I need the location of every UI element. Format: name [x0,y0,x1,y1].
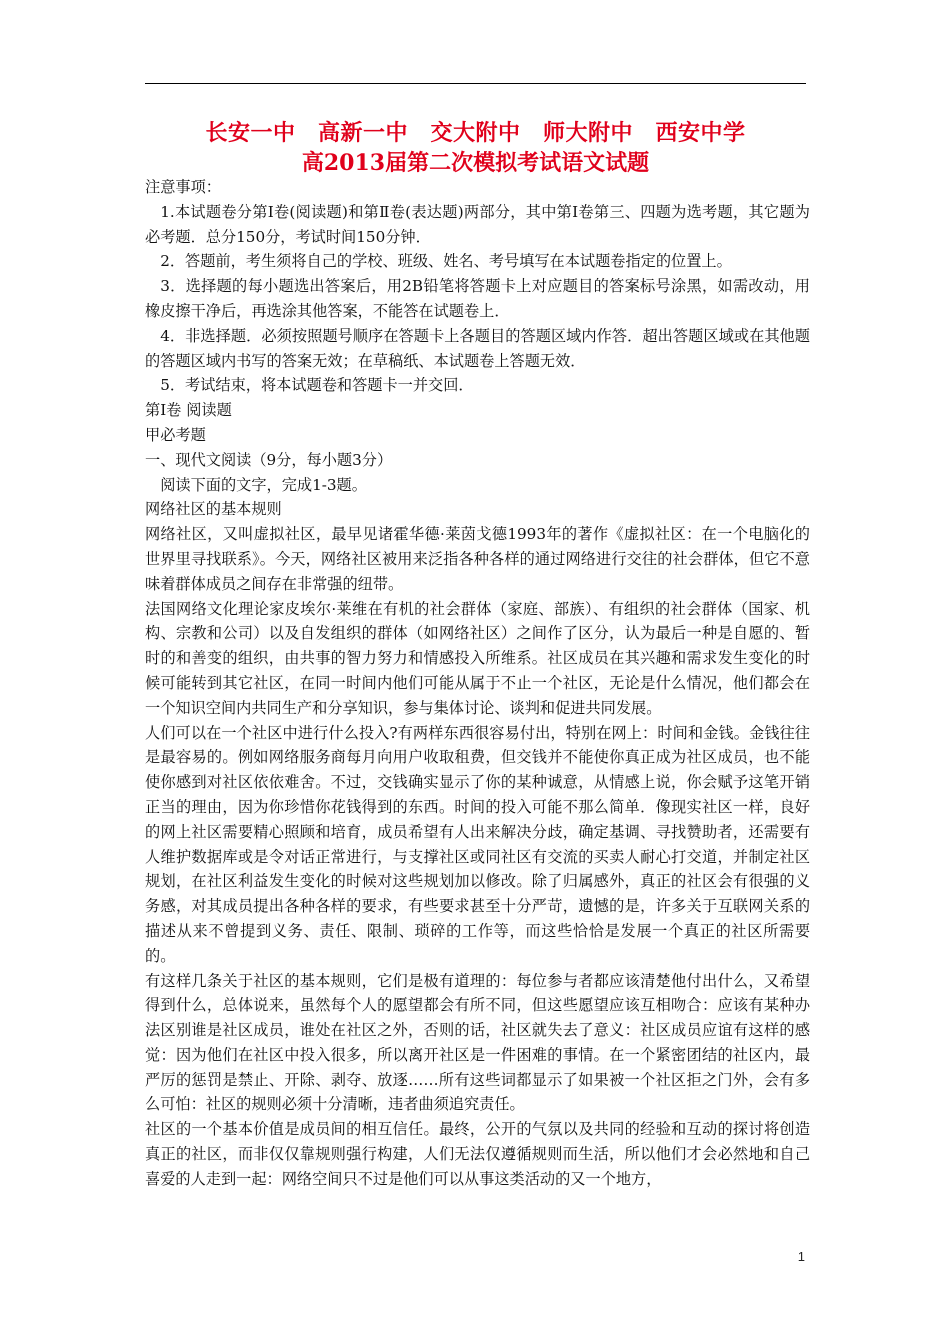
school-names: 长安一中 高新一中 交大附中 师大附中 西安中学 [205,120,746,146]
section-heading: 甲必考题 [145,425,206,444]
note-item: 2．答题前，考生须将自己的学校、班级、姓名、考号填写在本试题卷指定的位置上。 [160,252,732,271]
part-title: 第Ⅰ卷 阅读题 [145,401,232,420]
note-item: 5．考试结束，将本试题卷和答题卡一并交回． [160,376,474,395]
question-heading: 一、现代文阅读（9分，每小题3分） [145,450,393,469]
note-item: 3．选择题的每小题选出答案后，用2B铅笔将答题卡上对应题目的答案标号涂黑，如需改动，用橡皮擦干净后，再选涂其他答案，不能答在试题卷上． [145,277,810,320]
question-instruction: 阅读下面的文字，完成1-3题。 [160,475,367,494]
document-header [145,118,806,178]
page-number: 1 [797,1249,805,1264]
header-rule [145,83,806,84]
article-paragraph: 社区的一个基本价值是成员间的相互信任。最终，公开的气氛以及共同的经验和互动的探讨将创造真正的社区，而非仅仅靠规则强行构建，人们无法仅遵循规则而生活，所以他们才会必然地和自己喜爱的人走到一起：网络空间只不过是他们可以从事这类活动的又一个地方， [145,1120,810,1188]
article-paragraph: 有这样几条关于社区的基本规则，它们是极有道理的：每位参与者都应该清楚他付出什么，又希望得到什么，总体说来，虽然每个人的愿望都会有所不同，但这些愿望应该互相吻合：应该有某种办法区别谁是社区成员，谁处在社区之外，否则的话，社区就失去了意义：社区成员应谊有这样的感觉：因为他们在社区中投入很多，所以离开社区是一件困难的事情。在一个紧密团结的社区内，最严厉的惩罚是禁止、开除、剥夺、放逐……所有这些词都显示了如果被一个社区拒之门外，会有多么可怕：社区的规则必须十分清晰，违者曲须追究责任。 [145,971,810,1114]
note-item: 1.本试题卷分第Ⅰ卷(阅读题)和第Ⅱ卷(表达题)两部分，其中第Ⅰ卷第三、四题为选考题，其它题为必考题．总分150分，考试时间150分钟． [145,202,810,246]
notes-heading: 注意事项： [145,178,221,196]
article-paragraph: 法国网络文化理论家皮埃尔·莱维在有机的社会群体（家庭、部族）、有组织的社会群体（国家、机构、宗教和公司）以及自发组织的群体（如网络社区）之间作了区分，认为最后一种是自愿的、暂时的和善变的组织，由共事的智力努力和情感投入所维系。社区成员在其兴趣和需求发生变化的时候可能转到其它社区，在同一时间内他们可能从属于不止一个社区，无论是什么情况，他们都会在一个知识空间内共同生产和分享知识，参与集体讨论、谈判和促进共同发展。 [145,599,810,717]
document-body [145,175,810,1192]
article-paragraph: 人们可以在一个社区中进行什么投入?有两样东西很容易付出，特别在网上：时间和金钱。金钱往往是最容易的。例如网络服务商每月向用户收取租费，但交钱并不能使你真正成为社区成员，也不能使你感到对社区依依难舍。不过，交钱确实显示了你的某种诚意，从情感上说，你会赋予这笔开销正当的理由，因为你珍惜你花钱得到的东西。时间的投入可能不那么简单．像现实社区一样，良好的网上社区需要精心照顾和培育，成员希望有人出来解决分歧，确定基调、寻找赞助者，还需要有人维护数据库或是令对话正常进行，与支撑社区或同社区有交流的买卖人耐心打交道，并制定社区规划，在社区利益发生变化的时候对这些规划加以修改。除了归属感外，真正的社区会有很强的义务感，对其成员提出各种各样的要求，有些要求甚至十分严苛，遗憾的是，许多关于互联网关系的描述从来不曾提到义务、责任、限制、琐碎的工作等，而这些恰恰是发展一个真正的社区所需要的。 [145,723,810,965]
article-title: 网络社区的基本规则 [145,500,282,519]
note-item: 4．非选择题．必须按照题号顺序在答题卡上各题目的答题区域内作答．超出答题区域或在其他题的答题区域内书写的答案无效；在草稿纸、本试题卷上答题无效． [145,326,810,370]
exam-title: 高2013届第二次模拟考试语文试题 [301,150,650,176]
article-paragraph: 网络社区，又叫虚拟社区，最早见诸霍华德·莱茵戈德1993年的著作《虚拟社区：在一个电脑化的世界里寻找联系》。今天，网络社区被用来泛指各种各样的通过网络进行交往的社会群体，但它不意味着群体成员之间存在非常强的纽带。 [145,525,810,593]
